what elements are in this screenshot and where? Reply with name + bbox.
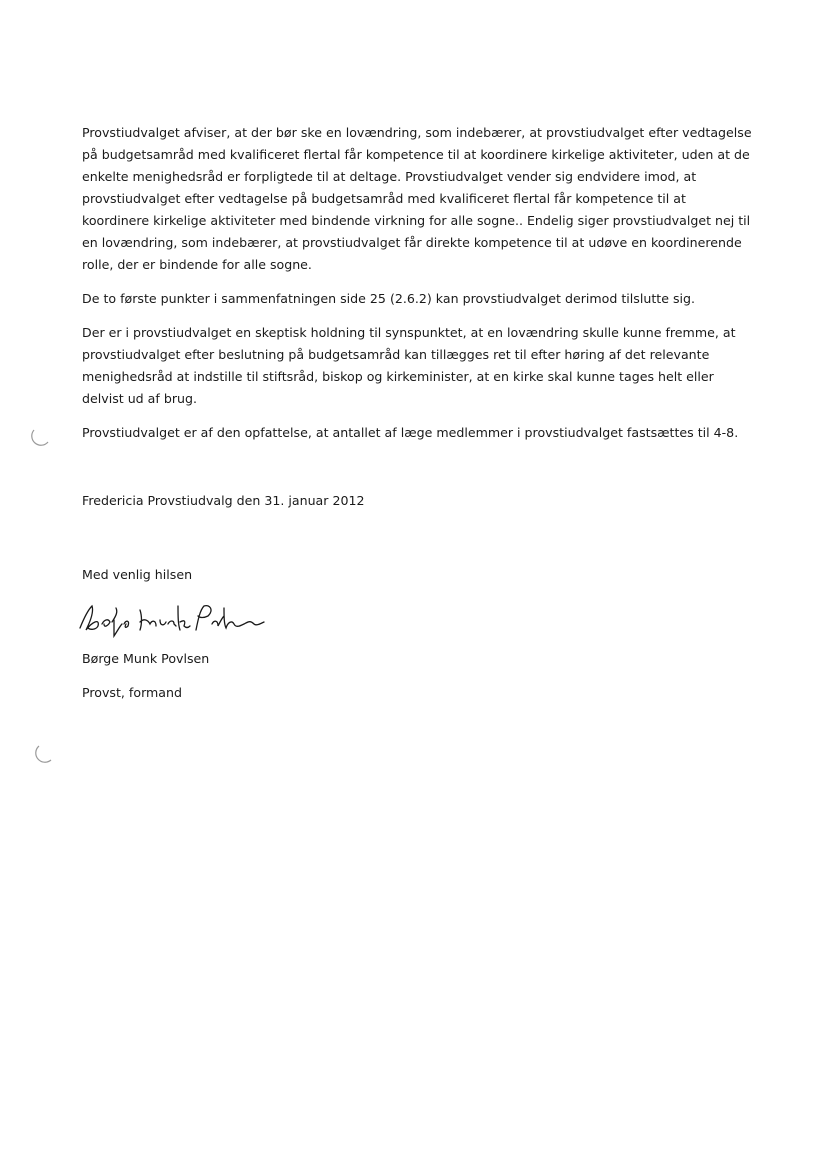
closing-greeting: Med venlig hilsen (82, 567, 193, 582)
paragraph: De to første punkter i sammenfatningen side 25 (2.6.2) kan provstiudvalget derimod tilslutte sig. (82, 291, 696, 306)
handwritten-signature (78, 598, 754, 638)
punch-hole-mark (34, 742, 56, 764)
letter-body (82, 122, 754, 716)
paragraph: Provstiudvalget er af den opfattelse, at antallet af læge medlemmer i provstiudvalget fastsættes til 4-8. (82, 425, 739, 440)
punch-hole-mark (30, 425, 52, 447)
paragraph: Der er i provstiudvalget en skeptisk holdning til synspunktet, at en lovændring skulle kunne fremme, at provstiudvalget efter beslutning på budgetsamråd kan tillægges ret til efter høring af det relevante menighedsråd at indstille til stiftsråd, biskop og kirkeminister, at en kirke skal kunne tages helt eller delvist ud af brug. (82, 325, 736, 406)
signer-title: Provst, formand (82, 685, 182, 700)
place-date-line: Fredericia Provstiudvalg den 31. januar 2012 (82, 493, 365, 508)
signer-name: Børge Munk Povlsen (82, 651, 210, 666)
paragraph: Provstiudvalget afviser, at der bør ske en lovændring, som indebærer, at provstiudvalget efter vedtagelse på budgetsamråd med kvalificeret flertal får kompetence til at koordinere kirkelige aktiviteter, uden at de enkelte menighedsråd er forpligtede til at deltage. Provstiudvalget vender sig endvidere imod, at provstiudvalget efter vedtagelse på budgetsamråd med kvalificeret flertal får kompetence til at koordinere kirkelige aktiviteter med bindende virkning for alle sogne.. Endelig siger provstiudvalget nej til en lovændring, som indebærer, at provstiudvalget får direkte kompetence til at udøve en koordinerende rolle, der er bindende for alle sogne. (82, 125, 752, 272)
